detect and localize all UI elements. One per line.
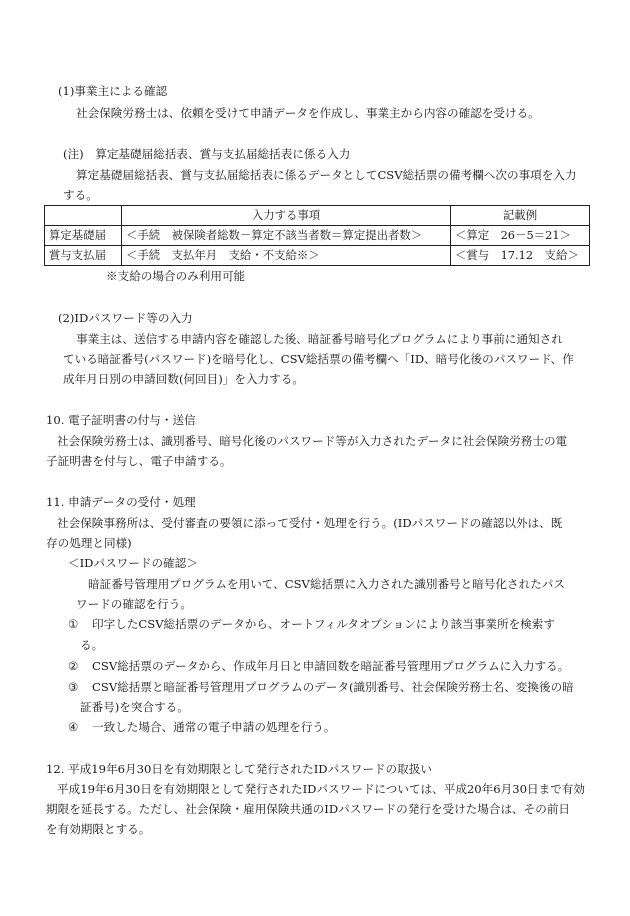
note-body-line-2: する。	[63, 188, 98, 202]
table-cell: ＜手続 被保険者総数－算定不該当者数＝算定提出者数＞	[122, 226, 451, 246]
section-11-line-2: 存の処理と同様)	[46, 536, 132, 550]
table-header-cell: 入力する事項	[122, 206, 451, 226]
table-cell: 算定基礎届	[45, 226, 122, 246]
note-body-line-1: 算定基礎届総括表、賞与支払届総括表に係るデータとしてCSV総括票の備考欄へ次の事項を入力	[76, 168, 577, 182]
step-2-line-1: CSV総括票のデータから、作成年月日と申請回数を暗証番号管理用プログラムに入力する。	[92, 659, 570, 673]
table-cell: 賞与支払届	[45, 246, 122, 266]
section-12-line-3: を有効期限とする。	[46, 822, 151, 836]
note-heading: (注) 算定基礎届総括表、賞与支払届総括表に係る入力	[63, 147, 351, 161]
step-4-line-1: 一致した場合、通常の電子申請の処理を行う。	[92, 720, 336, 734]
section-1-2-heading: (2)IDパスワード等の入力	[58, 311, 193, 325]
section-1-1-heading: (1)事業主による確認	[58, 84, 168, 98]
step-1-line-2: る。	[80, 638, 104, 652]
section-1-2-line-1: 事業主は、送信する申請内容を確認した後、暗証番号暗号化プログラムにより事前に通知され	[76, 332, 563, 346]
table-cell: ＜算定 26－5＝21＞	[451, 226, 590, 246]
step-number: ④	[68, 720, 79, 734]
table-row	[45, 226, 590, 246]
section-11-line-1: 社会保険事務所は、受付審査の要領に添って受付・処理を行う。(IDパスワードの確認以外は、既	[57, 516, 563, 530]
step-3-line-2: 証番号)を突合する。	[80, 700, 189, 714]
step-number: ①	[68, 617, 79, 631]
table-row	[45, 246, 590, 266]
step-1-line-1: 印字したCSV総括票のデータから、オートフィルタオプションにより該当事業所を検索す	[92, 617, 555, 631]
table-footnote: ※支給の場合のみ利用可能	[106, 269, 246, 283]
table-cell: ＜手続 支払年月 支給・不支給※＞	[122, 246, 451, 266]
section-11-heading: 11. 申請データの受付・処理	[46, 495, 196, 509]
password-check-line-1: 暗証番号管理用プログラムを用いて、CSV総括票に入力された識別番号と暗号化されたパス	[88, 577, 565, 591]
table-header-row	[45, 206, 590, 226]
section-12-line-2: 期限を延長する。ただし、社会保険・雇用保険共通のIDパスワードの発行を受けた場合は、その前日	[46, 802, 571, 816]
section-1-2-line-3: 成年月日別の申請回数(何回目)」を入力する。	[63, 372, 304, 386]
section-10-heading: 10. 電子証明書の付与・送信	[46, 413, 196, 427]
step-number: ③	[68, 680, 79, 694]
section-12-line-1: 平成19年6月30日を有効期限として発行されたIDパスワードについては、平成20年6月30日まで有効	[57, 782, 585, 796]
input-items-table	[44, 205, 590, 266]
table-header-cell	[45, 206, 122, 226]
password-check-line-2: ワードの確認を行う。	[76, 597, 192, 611]
password-check-heading: ＜IDパスワードの確認＞	[68, 556, 198, 570]
section-10-line-1: 社会保険労務士は、識別番号、暗号化後のパスワード等が入力されたデータに社会保険労務士の電	[57, 434, 568, 448]
section-10-line-2: 子証明書を付与し、電子申請する。	[46, 454, 232, 468]
section-1-1-body: 社会保険労務士は、依頼を受けて申請データを作成し、事業主から内容の確認を受ける。	[76, 106, 540, 120]
section-12-heading: 12. 平成19年6月30日を有効期限として発行されたIDパスワードの取扱い	[46, 762, 432, 776]
step-number: ②	[68, 659, 79, 673]
table-cell: ＜賞与 17.12 支給＞	[451, 246, 590, 266]
section-1-2-line-2: ている暗証番号(パスワード)を暗号化し、CSV総括票の備考欄へ「ID、暗号化後のパスワード、作	[63, 352, 574, 366]
table-header-cell: 記載例	[451, 206, 590, 226]
step-3-line-1: CSV総括票と暗証番号管理用プログラムのデータ(識別番号、社会保険労務士名、変換後の暗	[92, 680, 574, 694]
